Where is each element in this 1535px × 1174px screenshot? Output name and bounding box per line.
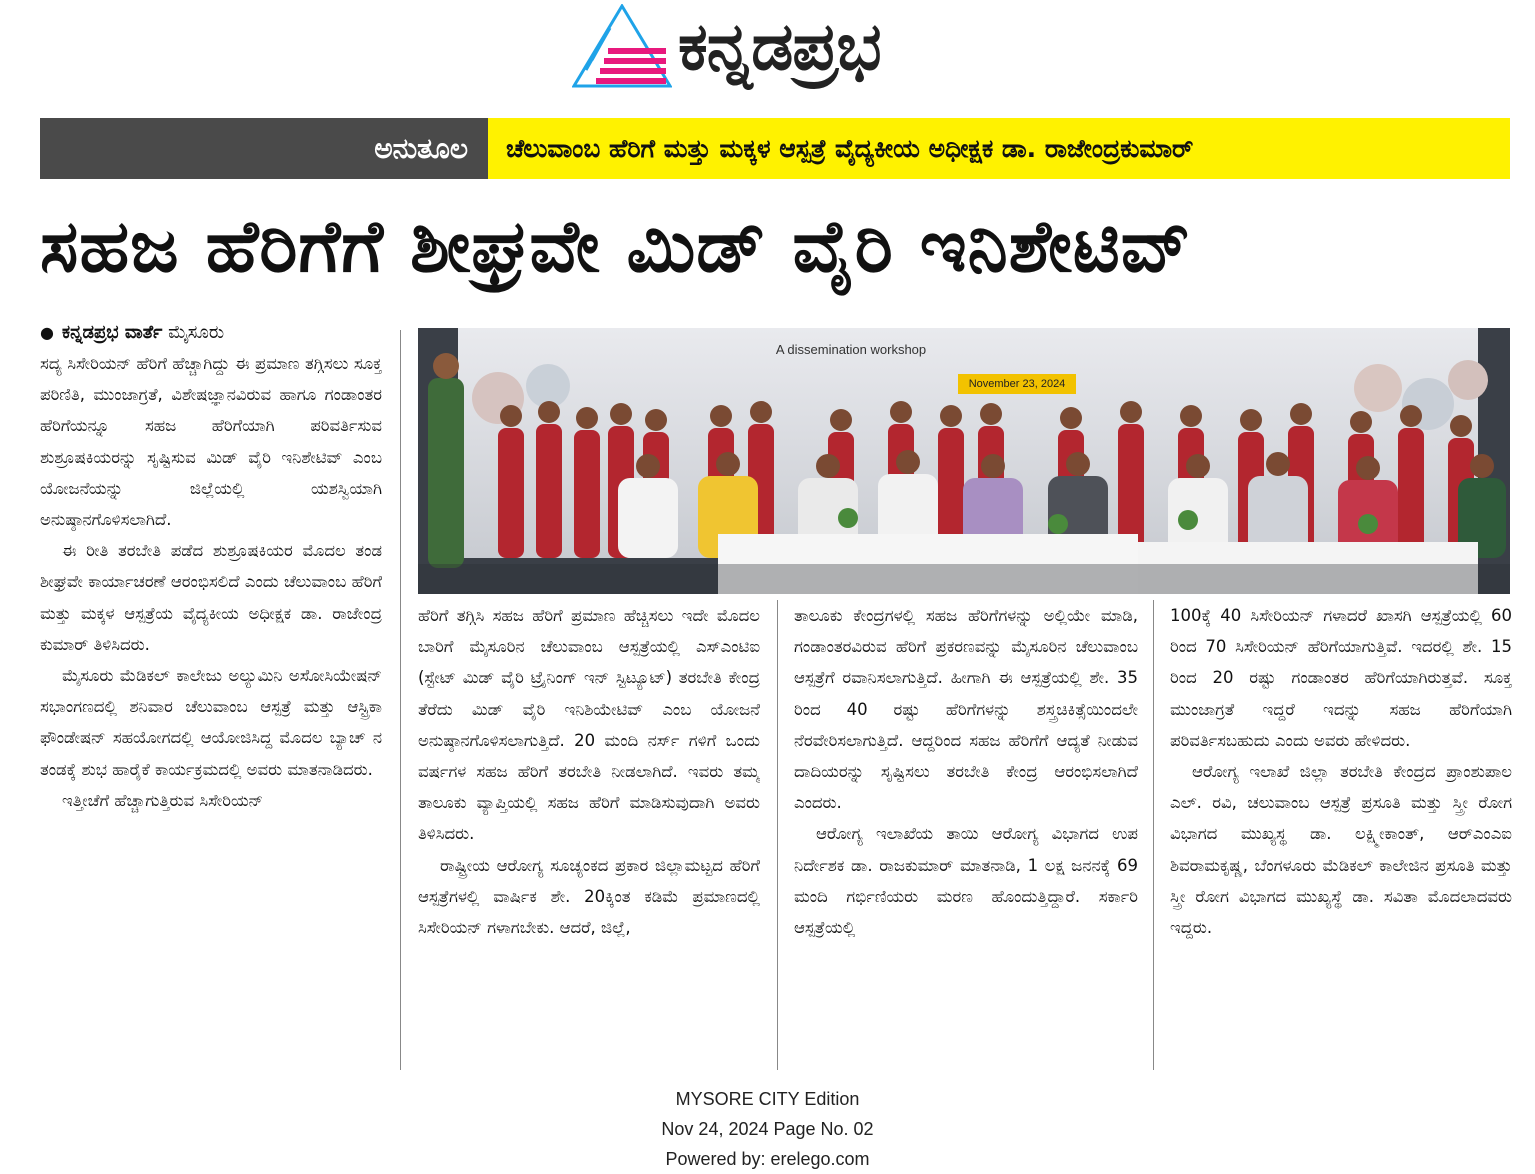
event-photo — [418, 328, 1510, 594]
paragraph: ಆರೋಗ್ಯ ಇಲಾಖೆಯ ತಾಯಿ ಆರೋಗ್ಯ ವಿಭಾಗದ ಉಪ ನಿರ್ದೇಶಕ ಡಾ. ರಾಜಕುಮಾರ್ ಮಾತನಾಡಿ, 1 ಲಕ್ಷ ಜನನಕ್ಕೆ 69 ಮಂದಿ ಗರ್ಭಿಣಿಯರು ಮರಣ ಹೊಂದುತ್ತಿದ್ದಾರೆ. ಸರ್ಕಾರಿ ಆಸ್ಪತ್ರೆಯಲ್ಲಿ — [794, 824, 1138, 938]
headline: ಸಹಜ ಹೆರಿಗೆಗೆ ಶೀಘ್ರವೇ ಮಿಡ್ ವೈರಿ ಇನಿಶೇಟಿವ್ — [40, 204, 1192, 288]
footer-edition: MYSORE CITY Edition — [675, 1089, 860, 1109]
section-subtitle: ಚೆಲುವಾಂಬ ಹೆರಿಗೆ ಮತ್ತು ಮಕ್ಕಳ ಆಸ್ಪತ್ರೆ ವೈದ್ಯಕೀಯ ಅಧೀಕ್ಷಕ ಡಾ. ರಾಜೇಂದ್ರಕುಮಾರ್ — [488, 118, 1510, 179]
paragraph: 100ಕ್ಕೆ 40 ಸಿಸೇರಿಯನ್ ಗಳಾದರೆ ಖಾಸಗಿ ಆಸ್ಪತ್ರೆಯಲ್ಲಿ 60 ರಿಂದ 70 ಸಿಸೇರಿಯನ್ ಹೆರಿಗೆಯಾಗುತ್ತಿವೆ. ಇದರಲ್ಲಿ ಶೇ. 15 ರಿಂದ 20 ರಷ್ಟು ಗಂಡಾಂತರ ಹೆರಿಗೆಯಾಗಿರುತ್ತವೆ. ಸೂಕ್ತ ಮುಂಜಾಗ್ರತೆ ಇದ್ದರೆ ಇದನ್ನು ಸಹಜ ಹೆರಿಗೆಯಾಗಿ ಪರಿವರ್ತಿಸಬಹುದು ಎಂದು ಅವರು ಹೇಳಿದರು. — [1170, 606, 1512, 750]
paragraph: ಸದ್ಯ ಸಿಸೇರಿಯನ್ ಹೆರಿಗೆ ಹೆಚ್ಚಾಗಿದ್ದು ಈ ಪ್ರಮಾಣ ತಗ್ಗಿಸಲು ಸೂಕ್ತ ಪರಿಣಿತಿ, ಮುಂಜಾಗ್ರತೆ, ವಿಶೇಷಜ್ಞಾನವಿರುವ ಹಾಗೂ ಗಂಡಾಂತರ ಹೆರಿಗೆಯನ್ನೂ ಸಹಜ ಹೆರಿಗೆಯಾಗಿ ಪರಿವರ್ತಿಸುವ ಶುಶ್ರೂಷಕಿಯರನ್ನು ಸೃಷ್ಟಿಸುವ ಮಿಡ್ ವೈರಿ ಇನಿಶೇಟಿವ್ ಎಂಬ ಯೋಜನೆಯನ್ನು ಜಿಲ್ಲೆಯಲ್ಲಿ ಯಶಸ್ವಿಯಾಗಿ ಅನುಷ್ಠಾನಗೊಳಿಸಲಾಗಿದೆ. — [40, 354, 382, 530]
masthead-brand: ಕನ್ನಡಪ್ರಭ — [678, 8, 881, 85]
paragraph: ರಾಷ್ಟ್ರೀಯ ಆರೋಗ್ಯ ಸೂಚ್ಯಂಕದ ಪ್ರಕಾರ ಜಿಲ್ಲಾಮಟ್ಟದ ಹೆರಿಗೆ ಆಸ್ಪತ್ರೆಗಳಲ್ಲಿ ವಾರ್ಷಿಕ ಶೇ. 20ಕ್ಕಿಂತ ಕಡಿಮೆ ಪ್ರಮಾಣದಲ್ಲಿ ಸಿಸೇರಿಯನ್ ಗಳಾಗಬೇಕು. ಆದರೆ, ಜಿಲ್ಲೆ, — [418, 855, 760, 938]
article-column-1 — [40, 348, 382, 1068]
paragraph: ಈ ರೀತಿ ತರಬೇತಿ ಪಡೆದ ಶುಶ್ರೂಷಕಿಯರ ಮೊದಲ ತಂಡ ಶೀಘ್ರವೇ ಕಾರ್ಯಾಚರಣೆ ಆರಂಭಿಸಲಿದೆ ಎಂದು ಚೆಲುವಾಂಬ ಹೆರಿಗೆ ಮತ್ತು ಮಕ್ಕಳ ಆಸ್ಪತ್ರೆಯ ವೈದ್ಯಕೀಯ ಅಧೀಕ್ಷಕ ಡಾ. ರಾಜೇಂದ್ರ ಕುಮಾರ್ ತಿಳಿಸಿದರು. — [40, 541, 382, 654]
section-strip — [40, 118, 1510, 179]
group-photo-image — [418, 328, 1510, 594]
photo-banner-date: November 23, 2024 — [958, 374, 1076, 394]
byline-source: ಕನ್ನಡಪ್ರಭ ವಾರ್ತೆ — [61, 322, 163, 343]
photo-banner-title: A dissemination workshop — [775, 342, 927, 357]
article-column-4 — [1170, 600, 1512, 1068]
paragraph: ಹೆರಿಗೆ ತಗ್ಗಿಸಿ ಸಹಜ ಹೆರಿಗೆ ಪ್ರಮಾಣ ಹೆಚ್ಚಿಸಲು ಇದೇ ಮೊದಲ ಬಾರಿಗೆ ಮೈಸೂರಿನ ಚೆಲುವಾಂಬ ಆಸ್ಪತ್ರೆಯಲ್ಲಿ ಎಸ್‌ಎಂಟಿಐ (ಸ್ಟೇಟ್ ಮಿಡ್ ವೈರಿ ಟ್ರೈನಿಂಗ್ ಇನ್ ಸ್ಟಿಟ್ಯೂಟ್) ತರಬೇತಿ ಕೇಂದ್ರ ತೆರೆದು ಮಿಡ್ ವೈರಿ ಇನಿಶಿಯೇಟಿವ್ ಎಂಬ ಯೋಜನೆ ಅನುಷ್ಠಾನಗೊಳಿಸಲಾಗುತ್ತಿದೆ. 20 ಮಂದಿ ನರ್ಸ್ ಗಳಿಗೆ ಒಂದು ವರ್ಷಗಳ ಸಹಜ ಹೆರಿಗೆ ತರಬೇತಿ ನೀಡಲಾಗಿದೆ. ಇವರು ತಮ್ಮ ತಾಲೂಕು ವ್ಯಾಪ್ತಿಯಲ್ಲಿ ಸಹಜ ಹೆರಿಗೆ ಮಾಡಿಸುವುದಾಗಿ ಅವರು ತಿಳಿಸಿದರು. — [418, 606, 760, 844]
article-column-3 — [794, 600, 1138, 1068]
bullet-icon: ● — [40, 323, 54, 342]
paragraph: ಇತ್ತೀಚೆಗೆ ಹೆಚ್ಚಾಗುತ್ತಿರುವ ಸಿಸೇರಿಯನ್ — [62, 790, 264, 810]
section-tag: ಅನುತೂಲ — [40, 118, 488, 179]
paragraph: ತಾಲೂಕು ಕೇಂದ್ರಗಳಲ್ಲಿ ಸಹಜ ಹೆರಿಗೆಗಳನ್ನು ಅಲ್ಲಿಯೇ ಮಾಡಿ, ಗಂಡಾಂತರವಿರುವ ಹೆರಿಗೆ ಪ್ರಕರಣವನ್ನು ಮೈಸೂರಿನ ಚೆಲುವಾಂಬ ಆಸ್ಪತ್ರೆಗೆ ರವಾನಿಸಲಾಗುತ್ತಿದೆ. ಹೀಗಾಗಿ ಈ ಆಸ್ಪತ್ರೆಯಲ್ಲಿ ಶೇ. 35 ರಿಂದ 40 ರಷ್ಟು ಹೆರಿಗೆಗಳನ್ನು ಶಸ್ತ್ರಚಿಕಿತ್ಸೆಯಿಂದಲೇ ನೆರವೇರಿಸಲಾಗುತ್ತಿದೆ. ಆದ್ದರಿಂದ ಸಹಜ ಹೆರಿಗೆಗೆ ಆದ್ಯತೆ ನೀಡುವ ದಾದಿಯರನ್ನು ಸೃಷ್ಟಿಸಲು ತರಬೇತಿ ಕೇಂದ್ರ ಆರಂಭಿಸಲಾಗಿದೆ ಎಂದರು. — [794, 606, 1138, 813]
page-footer — [0, 1084, 1535, 1174]
footer-powered-by: Powered by: erelego.com — [665, 1149, 870, 1169]
masthead — [560, 0, 990, 95]
paragraph: ಮೈಸೂರು ಮೆಡಿಕಲ್ ಕಾಲೇಜು ಅಲ್ಯುಮಿನಿ ಅಸೋಸಿಯೇಷನ್ ಸಭಾಂಗಣದಲ್ಲಿ ಶನಿವಾರ ಚೆಲುವಾಂಬ ಆಸ್ಪತ್ರೆ ಮತ್ತು ಆಸ್ಟ್ರಿಕಾ ಫೌಂಡೇಷನ್ ಸಹಯೋಗದಲ್ಲಿ ಆಯೋಜಿಸಿದ್ದ ಮೊದಲ ಬ್ಯಾಚ್ ನ ತಂಡಕ್ಕೆ ಶುಭ ಹಾರೈಕೆ ಕಾರ್ಯಕ್ರಮದಲ್ಲಿ ಅವರು ಮಾತನಾಡಿದರು. — [40, 666, 382, 779]
byline — [40, 318, 400, 348]
column-rule — [1153, 600, 1154, 1070]
article-column-2 — [418, 600, 760, 1068]
paragraph: ಆರೋಗ್ಯ ಇಲಾಖೆ ಜಿಲ್ಲಾ ತರಬೇತಿ ಕೇಂದ್ರದ ಪ್ರಾಂಶುಪಾಲ ಎಲ್. ರವಿ, ಚಲುವಾಂಬ ಆಸ್ಪತ್ರೆ ಪ್ರಸೂತಿ ಮತ್ತು ಸ್ತ್ರೀ ರೋಗ ವಿಭಾಗದ ಮುಖ್ಯಸ್ಥ ಡಾ. ಲಕ್ಷ್ಮೀಕಾಂತ್, ಆರ್‌ಎಂಎಐ ಶಿವರಾಮಕೃಷ್ಣ, ಬೆಂಗಳೂರು ಮೆಡಿಕಲ್ ಕಾಲೇಜಿನ ಪ್ರಸೂತಿ ಮತ್ತು ಸ್ತ್ರೀ ರೋಗ ವಿಭಾಗದ ಮುಖ್ಯಸ್ಥೆ ಡಾ. ಸವಿತಾ ಮೊದಲಾದವರು ಇದ್ದರು. — [1170, 762, 1512, 938]
byline-place: ಮೈಸೂರು — [168, 322, 225, 343]
kannada-prabha-logo-icon — [572, 4, 672, 88]
column-rule — [777, 600, 778, 1070]
footer-date-page: Nov 24, 2024 Page No. 02 — [661, 1119, 874, 1139]
column-rule — [400, 330, 401, 1070]
